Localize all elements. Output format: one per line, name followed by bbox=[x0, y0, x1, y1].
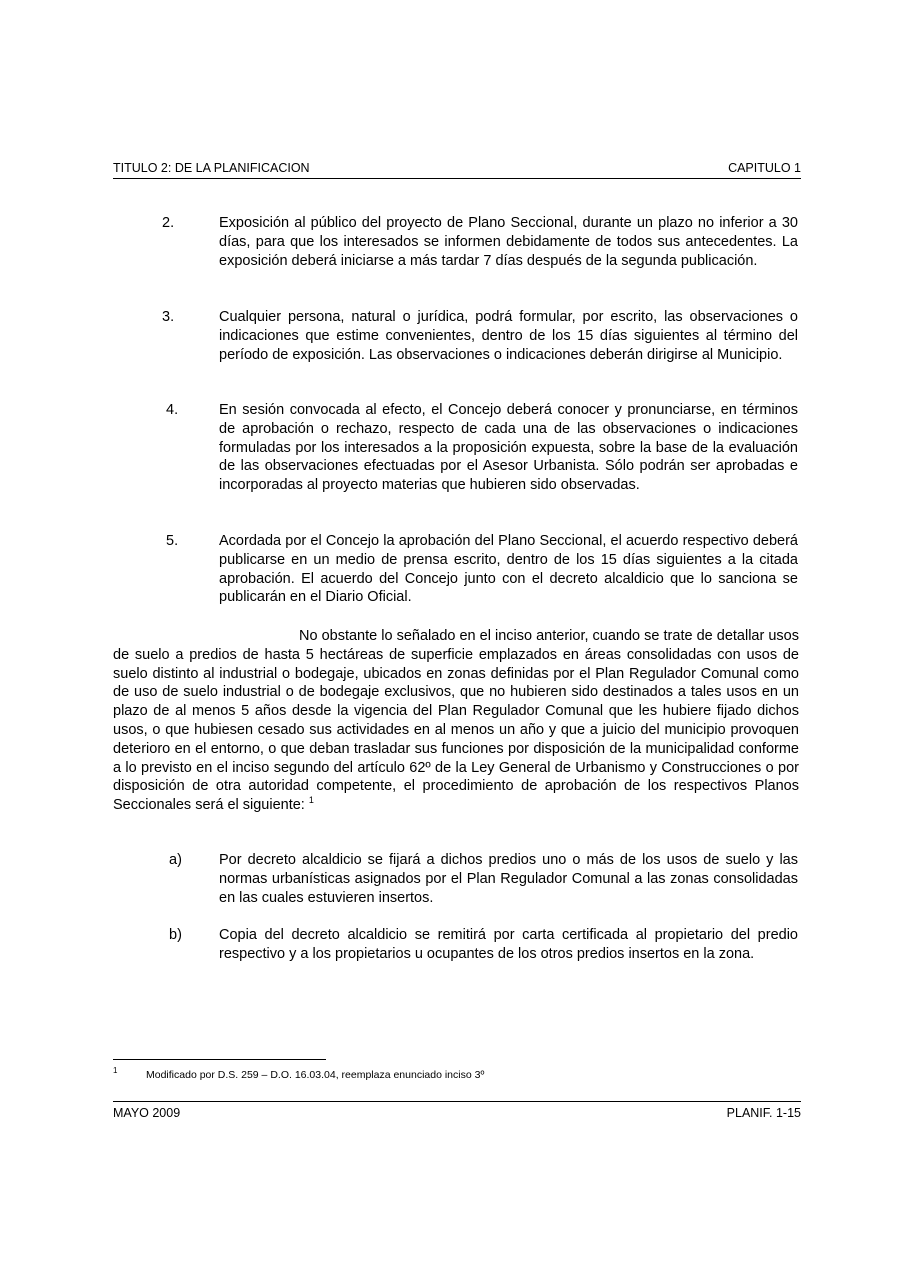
list-item-number: 4. bbox=[166, 402, 179, 418]
list-item-text: Cualquier persona, natural o jurídica, podrá formular, por escrito, las observaciones o indicaciones que estime convenientes, dentro de los 15 días siguientes al término del período de exposición. Las observaciones o indicaciones deberán dirigirse al Municipio. bbox=[219, 309, 798, 363]
page-footer bbox=[113, 1101, 801, 1121]
footer-page-number: PLANIF. 1-15 bbox=[726, 1106, 801, 1120]
list-item-number: 5. bbox=[166, 533, 179, 549]
header-chapter: CAPITULO 1 bbox=[728, 161, 801, 175]
sub-item-label: a) bbox=[169, 852, 182, 868]
page-header bbox=[113, 160, 801, 179]
list-item-text: En sesión convocada al efecto, el Concejo deberá conocer y pronunciarse, en términos de aprobación o rechazo, respecto de cada una de las observaciones o indicaciones formuladas por los interesados a la proposición expuesta, sobre la base de la evaluación de las observaciones efectuadas por el Asesor Urbanista. Sólo podrán ser aprobadas e incorporadas al proyecto materias que hubieren sido observadas. bbox=[219, 402, 798, 494]
sub-item-label: b) bbox=[169, 927, 182, 943]
footnote-reference: 1 bbox=[308, 795, 314, 806]
body-paragraph bbox=[113, 627, 799, 815]
header-title: TITULO 2: DE LA PLANIFICACION bbox=[113, 161, 310, 175]
list-item-text: Exposición al público del proyecto de Plano Seccional, durante un plazo no inferior a 30 días, para que los interesados se informen debidamente de todos sus antecedentes. La exposición deberá iniciarse a más tardar 7 días después de la segunda publicación. bbox=[219, 215, 798, 269]
list-item-text: Acordada por el Concejo la aprobación del Plano Seccional, el acuerdo respectivo deberá publicarse en un medio de prensa escrito, dentro de los 15 días siguientes a la citada aprobación. El acuerdo del Concejo junto con el decreto alcaldicio que lo sanciona se publicarán en el Diario Oficial. bbox=[219, 533, 798, 606]
footnote-divider bbox=[113, 1059, 326, 1060]
list-item-number: 2. bbox=[162, 215, 175, 231]
footnote-text: Modificado por D.S. 259 – D.O. 16.03.04, reemplaza enunciado inciso 3º bbox=[146, 1069, 485, 1081]
footnote-mark: 1 bbox=[113, 1066, 118, 1075]
paragraph-text: No obstante lo señalado en el inciso anterior, cuando se trate de detallar usos de suelo a predios de hasta 5 hectáreas de superficie emplazados en áreas consolidadas con usos de suelo distinto al industrial o bodegaje, ubicados en zonas definidas por el Plan Regulador Comunal como de uso de suelo industrial o de bodegaje exclusivos, que no hubieren sido destinados a tales usos en un plazo de al menos 5 años desde la vigencia del Plan Regulador Comunal que les hubiere fijado dichos usos, o que hubiesen cesado sus actividades en al menos un año y que a juicio del municipio provoquen deterioro en el entorno, o que deban trasladar sus funciones por disposición de la municipalidad conforme a lo previsto en el inciso segundo del artículo 62º de la Ley General de Urbanismo y Construcciones o por disposición de otra autoridad competente, el procedimiento de aprobación de los respectivos Planos Seccionales será el siguiente: bbox=[113, 628, 799, 814]
sub-item-text: Copia del decreto alcaldicio se remitirá por carta certificada al propietario del predio respectivo y a los propietarios u ocupantes de los otros predios insertos en la zona. bbox=[219, 927, 798, 962]
list-item-number: 3. bbox=[162, 309, 175, 325]
footer-date: MAYO 2009 bbox=[113, 1106, 181, 1120]
sub-item-text: Por decreto alcaldicio se fijará a dichos predios uno o más de los usos de suelo y las normas urbanísticas asignados por el Plan Regulador Comunal a las zonas consolidadas en las cuales estuvieren insertos. bbox=[219, 852, 798, 906]
